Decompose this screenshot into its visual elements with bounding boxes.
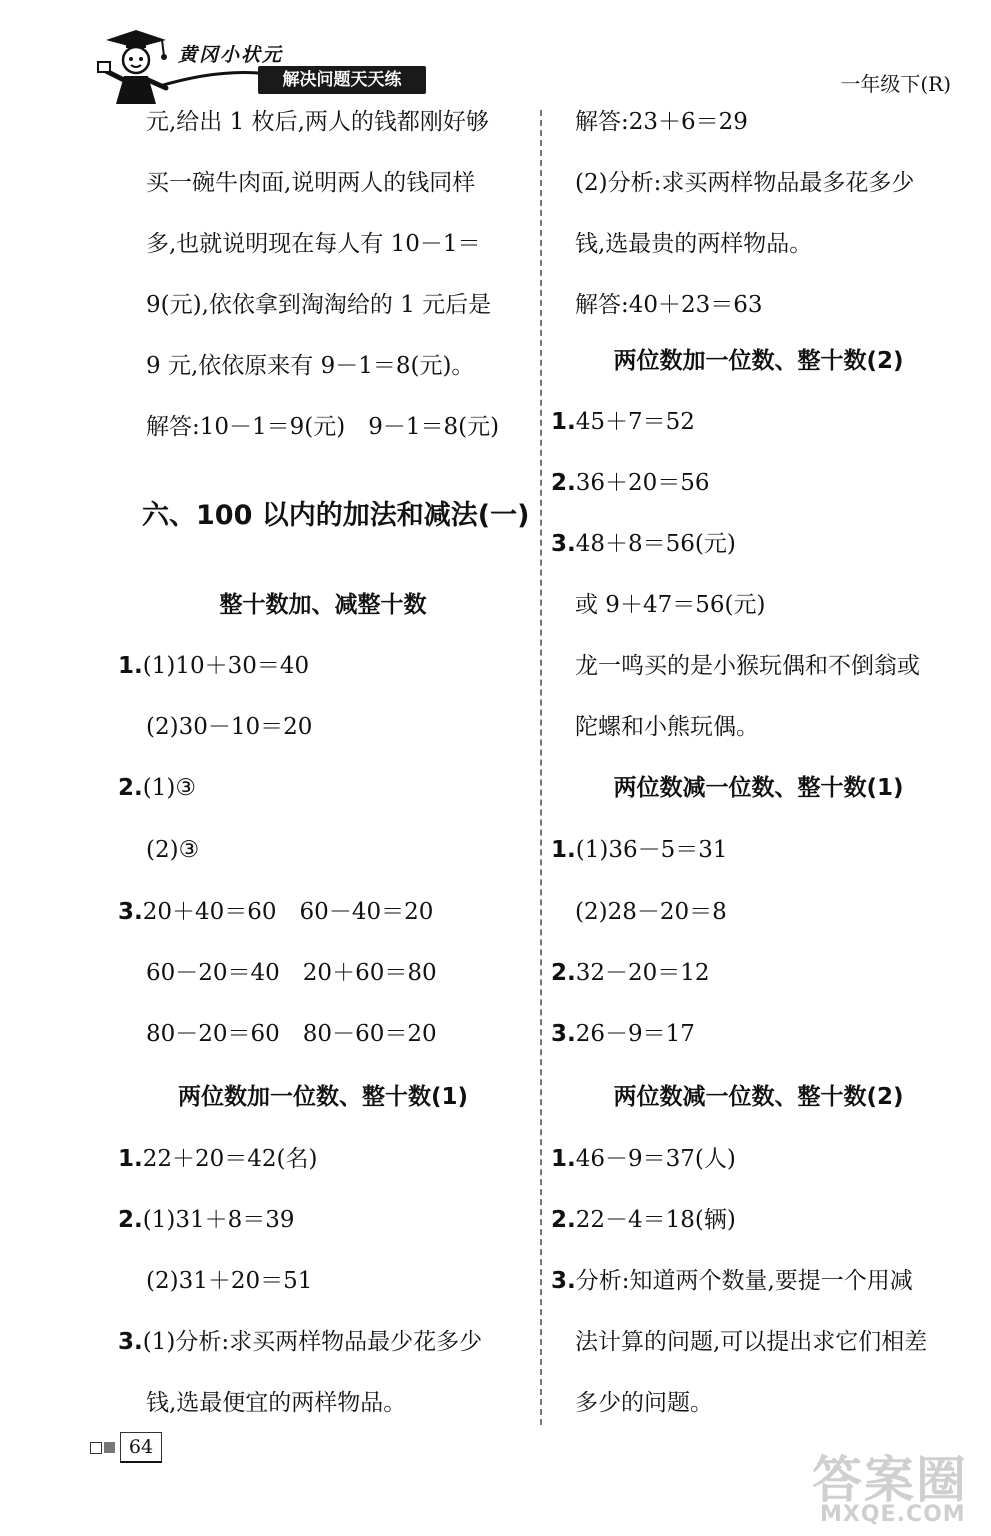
section-title: 两位数加一位数、整十数(2) [613,348,904,374]
decor-square-icon [90,1442,102,1454]
answer-line [146,1264,312,1298]
item-number: 1. [551,837,576,863]
answer-text: 分析:知道两个数量,要提一个用减 [575,1268,913,1294]
answer-line [575,710,759,744]
answer-line [551,1203,736,1237]
answer-text: (2)31＋20＝51 [146,1268,313,1294]
item-number: 1. [551,1146,576,1172]
answer-text: (2)③ [146,837,200,863]
answer-line [146,956,437,990]
answer-text: (1)③ [142,775,196,801]
section-title: 两位数减一位数、整十数(1) [613,775,904,801]
answer-text: (2)28－20＝8 [575,899,727,925]
answer-text: 多少的问题。 [575,1390,713,1416]
answer-line [118,1142,318,1176]
page-header [0,0,991,110]
answer-text: 龙一鸣买的是小猴玩偶和不倒翁或 [575,653,920,679]
text-line: 9(元),依依拿到淘淘给的 1 元后是 [146,292,492,318]
answer-text: 48＋8＝56(元) [575,531,736,557]
item-number: 1. [118,653,143,679]
answer-text: 钱,选最便宜的两样物品。 [146,1390,407,1416]
item-number: 3. [551,1268,576,1294]
answer-text: 80－20＝60 80－60＝20 [146,1021,437,1047]
chapter-title: 六、100 以内的加法和减法(一) [142,500,530,531]
item-number: 2. [551,470,576,496]
grade-label: 一年级下(R) [840,72,951,96]
column-divider [540,110,542,1425]
answer-line [118,1203,295,1237]
text-line: 钱,选最贵的两样物品。 [575,231,813,257]
answer-line [575,588,765,622]
answer-line [551,405,695,439]
answer-text: 45＋7＝52 [575,409,695,435]
scholar-mascot-icon [96,26,170,108]
answer-text: 36＋20＝56 [575,470,710,496]
text-line: 多,也就说明现在每人有 10－1＝ [146,231,481,257]
page-number: 64 [120,1432,162,1463]
answer-text: 法计算的问题,可以提出求它们相差 [575,1329,928,1355]
answer-text: 或 9＋47＝56(元) [575,592,766,618]
answer-text: 22＋20＝42(名) [142,1146,318,1172]
answer-line [551,1017,695,1051]
item-number: 2. [551,960,576,986]
answer-text: (1)31＋8＝39 [142,1207,295,1233]
answer-line [118,1325,482,1359]
answer-text: 32－20＝12 [575,960,710,986]
answer-text: (1)36－5＝31 [575,837,728,863]
answer-line [551,833,728,867]
answer-line [551,466,710,500]
section-title: 两位数加一位数、整十数(1) [177,1084,469,1110]
text-line: 9 元,依依原来有 9－1＝8(元)。 [146,353,475,379]
item-number: 1. [551,409,576,435]
watermark-logo-text: 答案圈 [812,1451,968,1509]
text-line: 解答:40＋23＝63 [575,292,763,318]
answer-text: (1)10＋30＝40 [142,653,310,679]
text-line: 解答:10－1＝9(元) 9－1＝8(元) [146,414,500,440]
item-number: 3. [551,1021,576,1047]
answer-line [575,895,727,929]
answer-line [118,771,196,805]
answer-text: (1)分析:求买两样物品最少花多少 [142,1329,483,1355]
brand-name: 黄冈小状元 [178,44,284,66]
answer-line [551,1264,913,1298]
answer-text: 46－9＝37(人) [575,1146,736,1172]
answer-line [551,527,736,561]
answer-line [146,1017,437,1051]
site-watermark [812,1440,977,1530]
item-number: 2. [551,1207,576,1233]
answer-text: 22－4＝18(辆) [575,1207,736,1233]
answer-line [575,649,920,683]
item-number: 3. [118,1329,143,1355]
item-number: 1. [118,1146,143,1172]
text-line: 解答:23＋6＝29 [575,109,748,135]
answer-line [146,710,312,744]
answer-text: 26－9＝17 [575,1021,695,1047]
text-line: (2)分析:求买两样物品最多花多少 [575,170,915,196]
text-line: 元,给出 1 枚后,两人的钱都刚好够 [146,109,489,135]
section-title: 两位数减一位数、整十数(2) [613,1084,904,1110]
answer-line [146,1386,406,1420]
decor-square-filled-icon [104,1442,115,1453]
item-number: 3. [118,899,143,925]
answer-text: 20＋40＝60 60－40＝20 [142,899,434,925]
answer-text: (2)30－10＝20 [146,714,313,740]
answer-line [551,956,710,990]
watermark-url: MXQE.COM [820,1502,966,1527]
item-number: 3. [551,531,576,557]
answer-line [575,1386,713,1420]
answer-text: 陀螺和小熊玩偶。 [575,714,759,740]
text-line: 买一碗牛肉面,说明两人的钱同样 [146,170,476,196]
answer-text: 60－20＝40 20＋60＝80 [146,960,437,986]
item-number: 2. [118,1207,143,1233]
answer-line [146,833,199,867]
item-number: 2. [118,775,143,801]
section-title: 整十数加、减整十数 [219,592,427,618]
answer-line [551,1142,736,1176]
answer-line [118,895,433,929]
series-title: 解决问题天天练 [258,66,426,94]
answer-line [118,649,309,683]
answer-line [575,1325,927,1359]
